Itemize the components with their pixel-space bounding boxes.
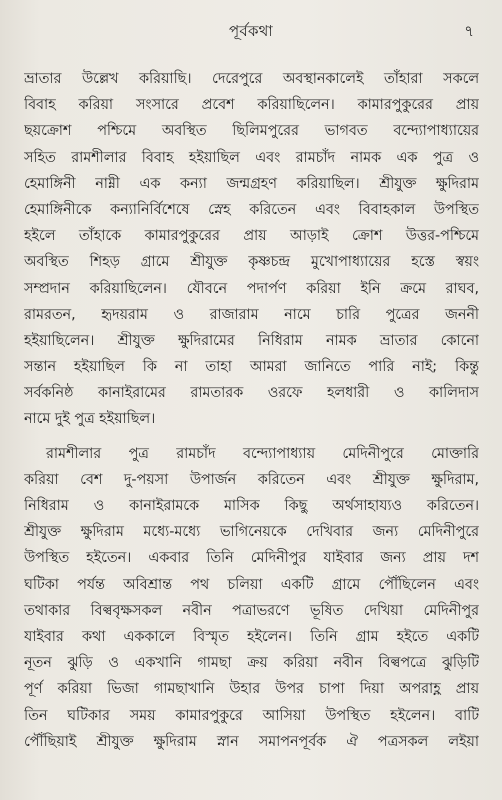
text-line: সম্প্রদান করিয়াছিলেন। যৌবনে পদার্পণ করিয়া ইনি ক্রমে রাঘব,: [24, 280, 479, 297]
text-line: বিবাহ করিয়া সংসারে প্রবেশ করিয়াছিলেন। কামারপুকুরের প্রায়: [24, 97, 479, 114]
text-line: ভ্রাতার উল্লেখ করিয়াছি। দেরেপুরে অবস্থানকালেই তাঁহারা সকলে: [24, 71, 479, 87]
text-line: অবস্থিত শিহড় গ্রামে শ্রীযুক্ত কৃষ্ণচন্দ্র মুখোপাধ্যায়ের হস্তে স্বয়ং: [24, 254, 479, 271]
text-line: ঘটিকা পর্যন্ত অবিশ্রান্ত পথ চলিয়া একটি গ্রামে পৌঁছিলেন এবং: [24, 576, 479, 593]
text-line: হেমাঙ্গিনী নাম্নী এক কন্যা জন্মগ্রহণ করিয়াছিল। শ্রীযুক্ত ক্ষুদিরাম: [24, 175, 479, 192]
text-line: ছয়ক্রোশ পশ্চিমে অবস্থিত ছিলিমপুরের ভাগবত বন্দ্যোপাধ্যায়ের: [24, 123, 479, 140]
page-header: [0, 12, 502, 52]
text-line: শ্রীযুক্ত ক্ষুদিরাম মধ্যে-মধ্যে ভাগিনেয়কে দেখিবার জন্য মেদিনীপুরে: [24, 524, 479, 541]
text-line: যাইবার কথা এককালে বিস্মৃত হইলেন। তিনি গ্রাম হইতে একটি: [24, 628, 479, 645]
text-line: রামরতন, হৃদয়রাম ও রাজারাম নামে চারি পুত্রের জননী: [24, 306, 479, 323]
text-line: রামশীলার পুত্র রামচাঁদ বন্দ্যোপাধ্যায় মেদিনীপুরে মোক্তারি: [46, 445, 479, 462]
text-line: নামে দুই পুত্র হইয়াছিল।: [24, 411, 156, 428]
text-line: সন্তান হইয়াছিল কি না তাহা আমরা জানিতে পারি নাই; কিন্তু: [24, 359, 479, 376]
page-number: ৭: [464, 22, 474, 40]
page-body: [24, 66, 479, 755]
running-title: পূর্বকথা: [229, 22, 273, 40]
text-line: হেমাঙ্গিনীকে কন্যানির্বিশেষে স্নেহ করিতেন এবং বিবাহকাল উপস্থিত: [24, 201, 479, 218]
text-line: তথাকার বিল্ববৃক্ষসকল নবীন পত্রাভরণে ভূষিত দেখিয়া মেদিনীপুর: [24, 602, 479, 619]
text-line: তিন ঘটিকার সময় কামারপুকুরে আসিয়া উপস্থিত হইলেন। বাটি: [24, 707, 479, 724]
text-line: করিয়া বেশ দু-পয়সা উপার্জন করিতেন এবং শ্রীযুক্ত ক্ষুদিরাম,: [24, 471, 479, 488]
text-line: উপস্থিত হইতেন। একবার তিনি মেদিনীপুর যাইবার জন্য প্রায় দশ: [24, 550, 479, 567]
text-line: পূর্ণ করিয়া ভিজা গামছাখানি উহার উপর চাপা দিয়া অপরাহ্ণ প্রায়: [24, 681, 479, 698]
text-line: পৌঁছিয়াই শ্রীযুক্ত ক্ষুদিরাম স্নান সমাপনপূর্বক ঐ পত্রসকল লইয়া: [24, 733, 479, 750]
text-line: সহিত রামশীলার বিবাহ হইয়াছিল এবং রামচাঁদ নামক এক পুত্র ও: [24, 149, 479, 166]
text-line: নূতন ঝুড়ি ও একখানি গামছা ক্রয় করিয়া নবীন বিল্বপত্রে ঝুড়িটি: [24, 655, 479, 672]
text-line: সর্বকনিষ্ঠ কানাইরামের রামতারক ওরফে হলধারী ও কালিদাস: [24, 385, 479, 402]
paragraph-2: [24, 441, 479, 755]
text-line: নিধিরাম ও কানাইরামকে মাসিক কিছু অর্থসাহায্যও করিতেন।: [24, 498, 479, 514]
paragraph-1: [24, 66, 479, 433]
text-line: হইলে তাঁহাকে কামারপুকুরের প্রায় আড়াই ক্রোশ উত্তর-পশ্চিমে: [24, 228, 479, 245]
text-line: হইয়াছিলেন। শ্রীযুক্ত ক্ষুদিরামের নিধিরাম নামক ভ্রাতার কোনো: [24, 332, 479, 349]
